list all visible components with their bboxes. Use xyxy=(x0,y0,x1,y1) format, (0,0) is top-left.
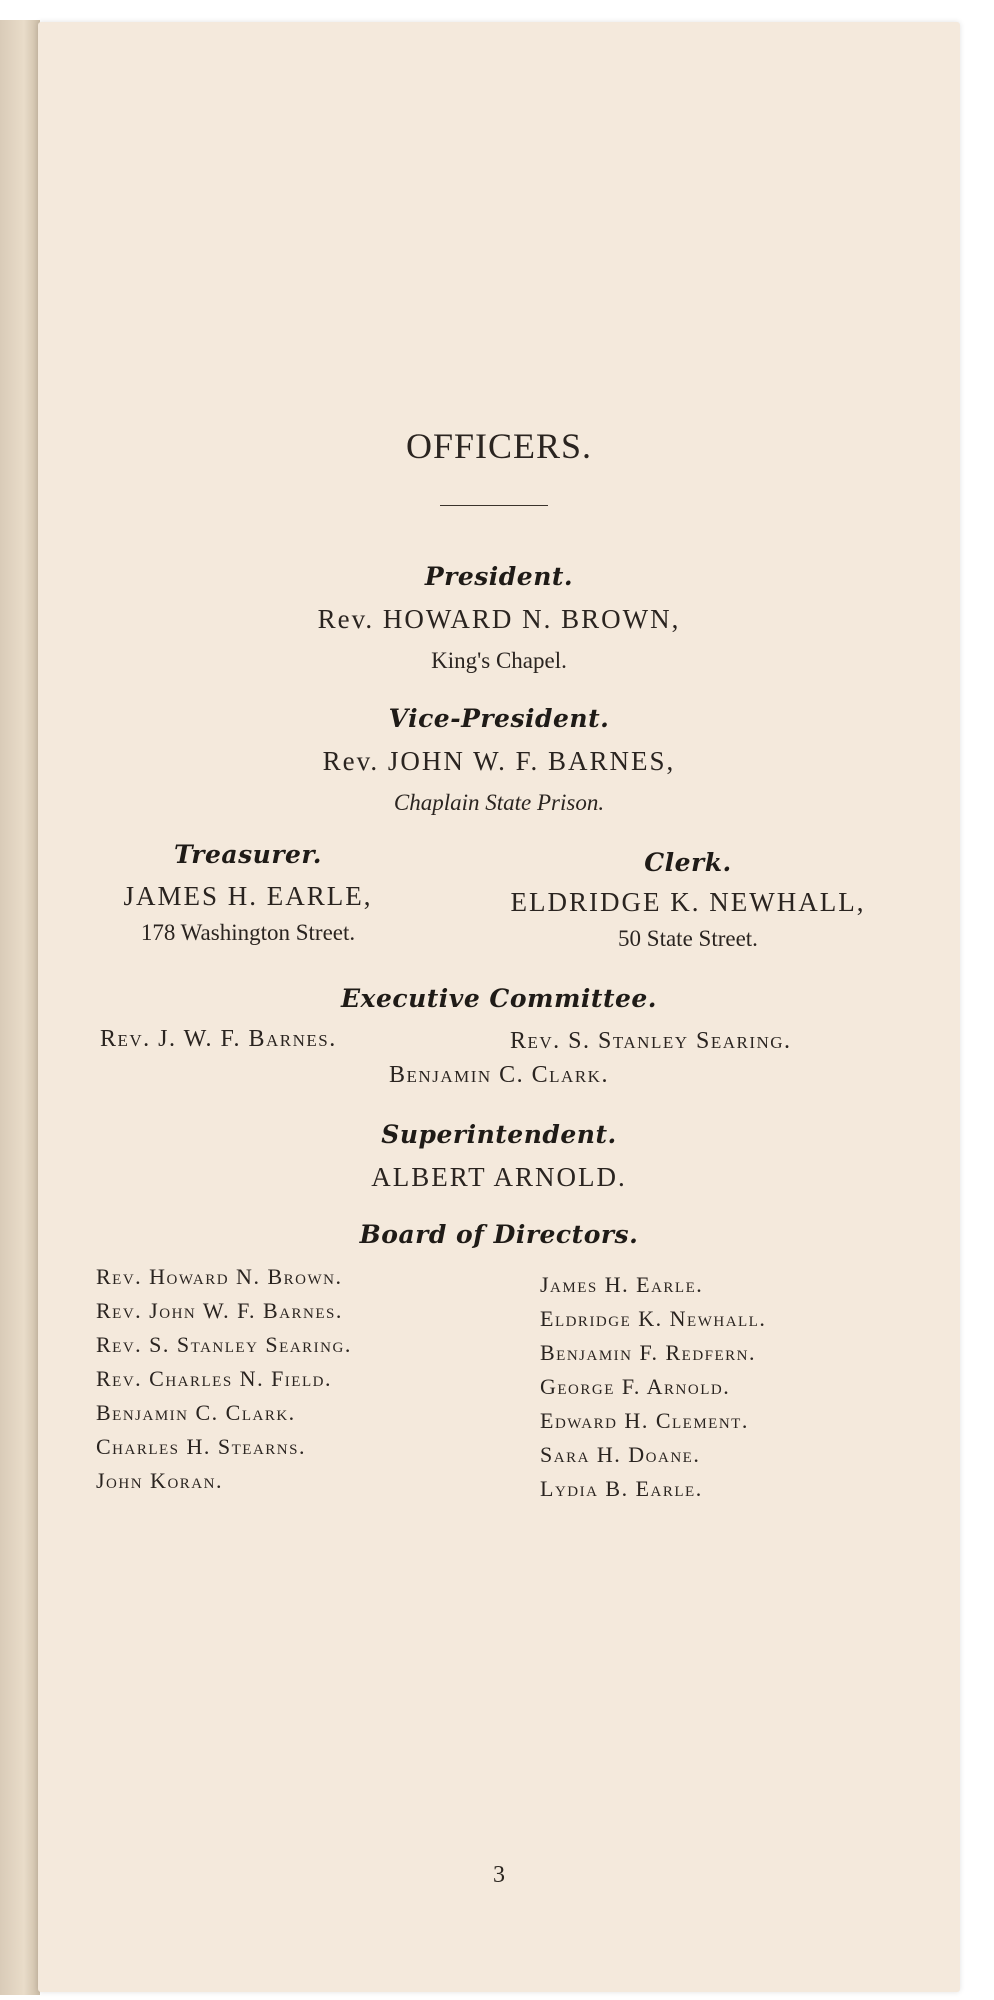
director-name: George F. Arnold. xyxy=(540,1374,731,1399)
superintendent-label: Superintendent. xyxy=(381,1120,617,1149)
director-name: Rev. S. Stanley Searing. xyxy=(96,1332,352,1357)
treasurer-block xyxy=(78,840,418,946)
executive-committee-member: Rev. J. W. F. Barnes. xyxy=(100,1026,337,1052)
superintendent-name: ALBERT ARNOLD. xyxy=(371,1162,627,1192)
clerk-name: ELDRIDGE K. NEWHALL, xyxy=(510,887,866,917)
executive-committee-label: Executive Committee. xyxy=(340,984,658,1013)
executive-committee-member: Benjamin C. Clark. xyxy=(389,1062,609,1088)
president-name: Rev. HOWARD N. BROWN, xyxy=(317,604,681,634)
treasurer-address: 178 Washington Street. xyxy=(140,920,356,945)
director-name: Lydia B. Earle. xyxy=(540,1476,703,1501)
director-name: Benjamin C. Clark. xyxy=(96,1400,296,1425)
previous-page-edge xyxy=(0,20,40,1995)
board-of-directors-label: Board of Directors. xyxy=(359,1220,639,1249)
page-number: 3 xyxy=(493,1862,505,1888)
director-name: Eldridge K. Newhall. xyxy=(540,1306,767,1331)
directors-left-column xyxy=(96,1260,352,1498)
director-name: Sara H. Doane. xyxy=(540,1442,701,1467)
document-page xyxy=(38,22,960,1992)
vice-president-affiliation: Chaplain State Prison. xyxy=(393,790,605,815)
director-name: Edward H. Clement. xyxy=(540,1408,749,1433)
clerk-address: 50 State Street. xyxy=(618,926,758,951)
clerk-block xyxy=(478,848,898,952)
treasurer-label: Treasurer. xyxy=(174,840,322,869)
page-heading: OFFICERS. xyxy=(405,426,593,466)
executive-committee-member: Rev. S. Stanley Searing. xyxy=(510,1028,792,1054)
director-name: James H. Earle. xyxy=(540,1272,704,1297)
vice-president-label: Vice-President. xyxy=(388,704,610,733)
treasurer-name: JAMES H. EARLE, xyxy=(123,881,373,911)
president-label: President. xyxy=(424,562,574,591)
director-name: Charles H. Stearns. xyxy=(96,1434,306,1459)
vice-president-name: Rev. JOHN W. F. BARNES, xyxy=(322,746,676,776)
president-affiliation: King's Chapel. xyxy=(431,648,567,673)
director-name: Rev. John W. F. Barnes. xyxy=(96,1298,343,1323)
clerk-label: Clerk. xyxy=(644,848,732,877)
director-name: John Koran. xyxy=(96,1468,223,1493)
director-name: Benjamin F. Redfern. xyxy=(540,1340,756,1365)
director-name: Rev. Charles N. Field. xyxy=(96,1366,332,1391)
heading-divider xyxy=(440,505,548,506)
director-name: Rev. Howard N. Brown. xyxy=(96,1264,343,1289)
directors-right-column xyxy=(540,1268,766,1506)
